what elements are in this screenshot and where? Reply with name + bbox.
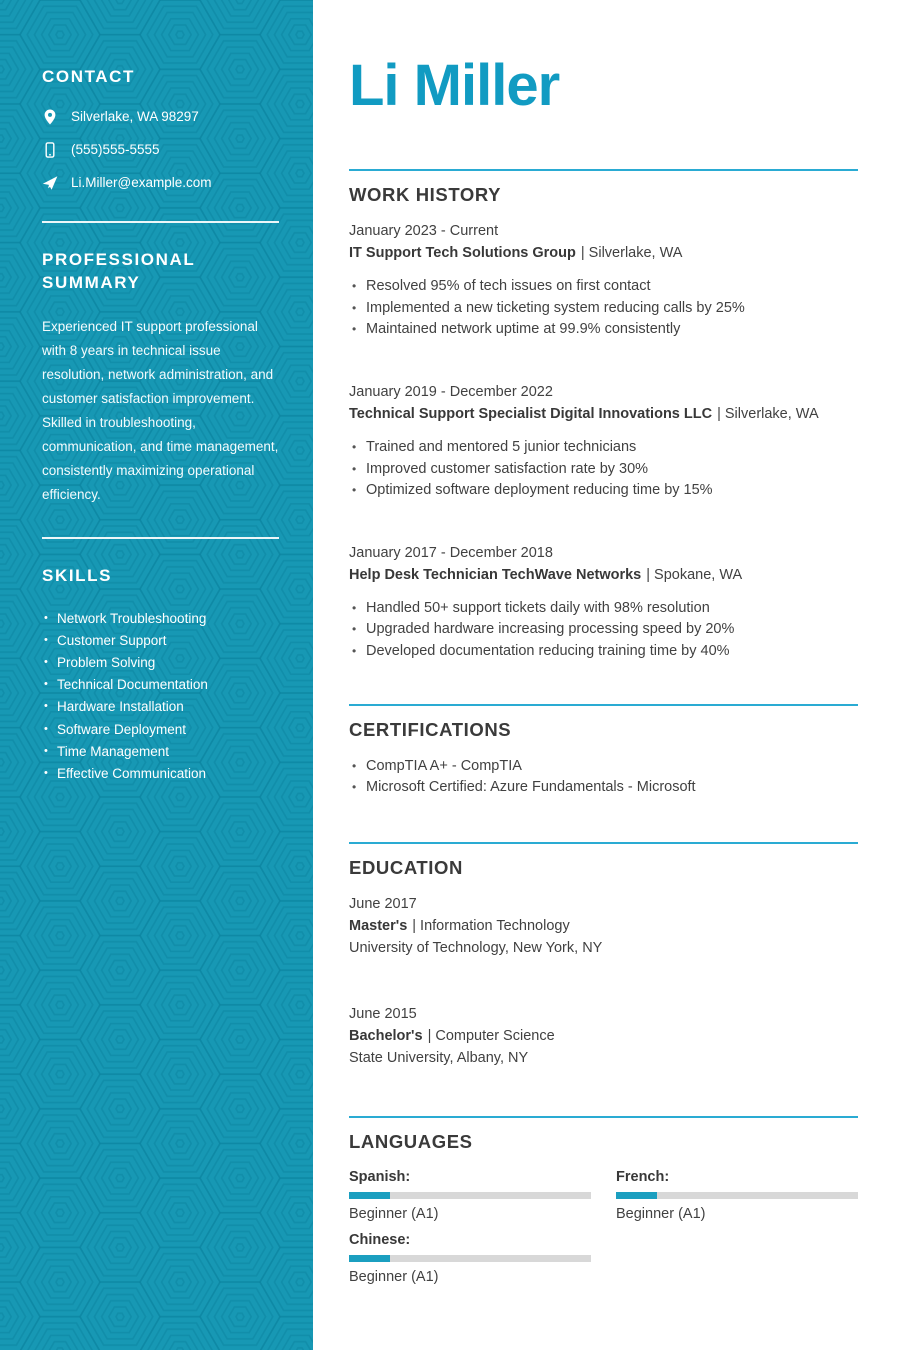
job-entry [349,543,858,662]
education-degree-line [349,916,858,938]
contact-location-text: Silverlake, WA 98297 [71,109,199,125]
education-school: University of Technology, New York, NY [349,939,603,956]
skill-item: • Software Deployment [42,719,279,741]
job-location: | Spokane, WA [646,566,743,583]
education-field: | Computer Science [427,1028,555,1045]
language-name: French: [616,1168,670,1185]
job-dates: January 2023 - Current [349,222,499,239]
language-item [616,1169,858,1222]
language-level: Beginner (A1) [349,1268,439,1285]
section-rule [349,169,858,171]
skill-item: • Problem Solving [42,652,279,674]
contact-heading: CONTACT [42,67,136,86]
candidate-name: Li Miller [349,53,560,118]
language-item [349,1232,591,1285]
education-school: State University, Albany, NY [349,1049,529,1066]
language-item [349,1169,591,1222]
contact-email-text: Li.Miller@example.com [71,175,212,191]
job-bullet: • Optimized software deployment reducing time by 15% [352,480,858,501]
education-degree-line [349,1026,858,1048]
job-location: | Silverlake, WA [580,244,683,261]
job-bullet: • Implemented a new ticketing system reducing calls by 25% [352,298,858,319]
job-bullet: • Handled 50+ support tickets daily with 98% resolution [352,598,858,619]
section-rule [349,842,858,844]
phone-icon [42,142,58,158]
sidebar-divider [42,221,279,223]
sidebar-divider [42,537,279,539]
certification-item: • CompTIA A+ - CompTIA [352,756,858,777]
job-bullet: • Resolved 95% of tech issues on first contact [352,276,858,297]
contact-location [42,109,279,125]
skill-item: • Effective Communication [42,763,279,785]
education-heading: EDUCATION [349,857,463,879]
languages-grid [349,1169,858,1285]
job-bullets [352,437,858,500]
languages-heading: LANGUAGES [349,1130,473,1152]
job-title: Technical Support Specialist Digital Innovations LLC [349,405,713,422]
work-history-heading: WORK HISTORY [349,183,502,205]
main-content [313,0,900,1350]
section-rule [349,1116,858,1118]
contact-email [42,175,279,191]
summary-heading: PROFESSIONAL SUMMARY [42,249,196,292]
job-title-line [349,404,858,426]
send-icon [42,175,58,191]
language-progress-track [349,1255,591,1262]
job-title: Help Desk Technician TechWave Networks [349,566,642,583]
language-progress-track [349,1192,591,1199]
job-dates: January 2019 - December 2022 [349,383,553,400]
location-pin-icon [42,109,58,125]
education-field: | Information Technology [412,917,570,934]
certification-list [352,756,858,798]
section-rule [349,704,858,706]
job-bullet: • Developed documentation reducing training time by 40% [352,641,858,662]
language-progress-fill [349,1255,390,1262]
certifications-heading: CERTIFICATIONS [349,718,512,740]
job-location: | Silverlake, WA [717,405,819,422]
job-title-line [349,243,858,265]
job-bullet: • Maintained network uptime at 99.9% consistently [352,319,858,340]
education-entry [349,1004,858,1069]
contact-phone [42,142,279,158]
skill-item: • Hardware Installation [42,696,279,718]
skills-list [42,608,279,785]
certification-item: • Microsoft Certified: Azure Fundamentals - Microsoft [352,777,858,798]
skills-heading: SKILLS [42,565,113,585]
education-date: June 2015 [349,1006,417,1023]
language-progress-fill [349,1192,390,1199]
language-name: Chinese: [349,1231,411,1248]
job-bullets [352,276,858,339]
skill-item: • Network Troubleshooting [42,608,279,630]
skill-item: • Time Management [42,741,279,763]
education-date: June 2017 [349,896,417,913]
sidebar [0,0,313,1350]
contact-phone-text: (555)555-5555 [71,142,160,158]
job-dates: January 2017 - December 2018 [349,544,553,561]
job-entry [349,382,858,501]
language-level: Beginner (A1) [616,1205,706,1222]
skill-item: • Customer Support [42,630,279,652]
job-title: IT Support Tech Solutions Group [349,244,576,261]
language-progress-fill [616,1192,657,1199]
language-name: Spanish: [349,1168,411,1185]
job-entry [349,221,858,340]
language-progress-track [616,1192,858,1199]
education-degree: Bachelor's [349,1028,423,1045]
language-level: Beginner (A1) [349,1205,439,1222]
job-bullet: • Upgraded hardware increasing processing speed by 20% [352,619,858,640]
education-degree: Master's [349,917,408,934]
summary-text: Experienced IT support professional with 8 years in technical issue resolution, network administration, and customer satisfaction improvement. Skilled in troubleshooting, communication, and time management, consistently maximizing operational efficiency. [42,318,279,502]
job-bullet: • Trained and mentored 5 junior technicians [352,437,858,458]
job-bullet: • Improved customer satisfaction rate by 30% [352,459,858,480]
education-entry [349,894,858,959]
job-bullets [352,598,858,661]
job-title-line [349,565,858,587]
skill-item: • Technical Documentation [42,674,279,696]
